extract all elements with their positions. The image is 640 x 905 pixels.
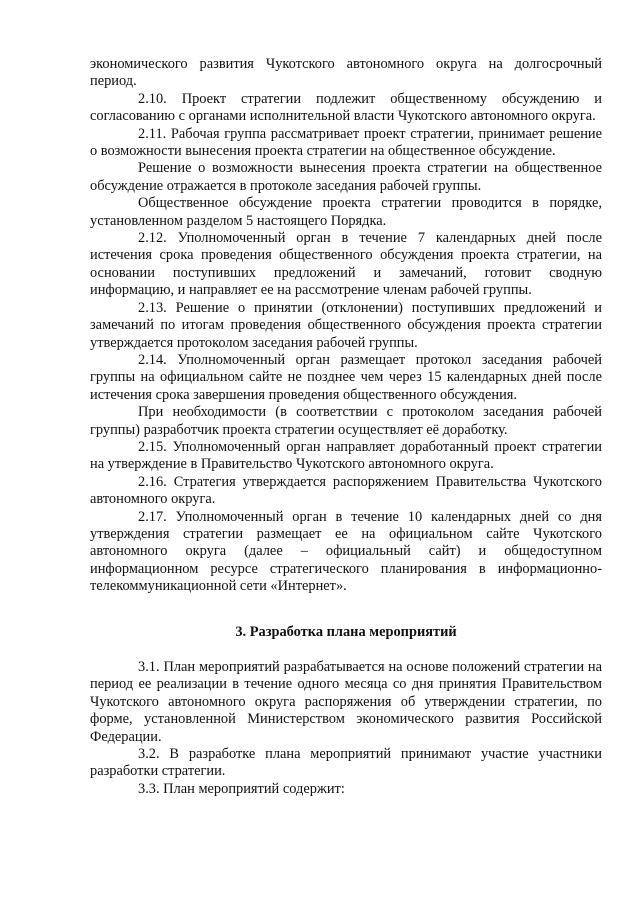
paragraph-2-12: 2.12. Уполномоченный орган в течение 7 календарных дней после истечения срока проведения общественного обсуждения проекта стратегии, на основании поступивших предложений и замечаний, готовит сводную информацию, и направляет ее на рассмотрение членам рабочей группы.	[90, 230, 602, 299]
paragraph-decision: Решение о возможности вынесения проекта стратегии на общественное обсуждение отражается в протоколе заседания рабочей группы.	[90, 160, 602, 194]
paragraph-2-17: 2.17. Уполномоченный орган в течение 10 календарных дней со дня утверждения стратегии размещает ее на официальном сайте Чукотского автономного округа (далее – официальный сайт) и общедоступном информационном ресурсе стратегического планирования в информационно-телекоммуникационной сети «Интернет».	[90, 508, 602, 595]
paragraph-2-15: 2.15. Уполномоченный орган направляет доработанный проект стратегии на утверждение в Правительство Чукотского автономного округа.	[90, 438, 602, 473]
paragraph-3-3: 3.3. План мероприятий содержит:	[138, 780, 345, 797]
paragraph-revision: При необходимости (в соответствии с протоколом заседания рабочей группы) разработчик проекта стратегии осуществляет её доработку.	[90, 404, 602, 438]
document-page	[90, 56, 602, 798]
paragraph-2-11: 2.11. Рабочая группа рассматривает проект стратегии, принимает решение о возможности вынесения проекта стратегии на общественное обсуждение.	[90, 125, 602, 160]
paragraph-2-10: 2.10. Проект стратегии подлежит общественному обсуждению и согласованию с органами исполнительной власти Чукотского автономного округа.	[90, 90, 602, 125]
paragraph-2-13: 2.13. Решение о принятии (отклонении) поступивших предложений и замечаний по итогам проведения общественного обсуждения проекта стратегии утверждается протоколом заседания рабочей группы.	[90, 299, 602, 351]
paragraph-2-16: 2.16. Стратегия утверждается распоряжением Правительства Чукотского автономного округа.	[90, 473, 602, 508]
paragraph-public-discussion: Общественное обсуждение проекта стратегии проводится в порядке, установленном разделом 5 настоящего Порядка.	[90, 195, 602, 229]
section-title: 3. Разработка плана мероприятий	[235, 623, 457, 640]
paragraph-continuation: экономического развития Чукотского автономного округа на долгосрочный период.	[90, 56, 602, 90]
paragraph-3-1: 3.1. План мероприятий разрабатывается на основе положений стратегии на период ее реализации в течение одного месяца со дня принятия Правительством Чукотского автономного округа распоряжения об утверждении стратегии, по форме, установленной Министерством экономического развития Российской Федерации.	[90, 659, 602, 745]
paragraph-2-14: 2.14. Уполномоченный орган размещает протокол заседания рабочей группы на официальном сайте не позднее чем через 15 календарных дней после истечения срока завершения проведения общественного обсуждения.	[90, 351, 602, 403]
paragraph-3-2: 3.2. В разработке плана мероприятий принимают участие участники разработки стратегии.	[90, 746, 602, 780]
